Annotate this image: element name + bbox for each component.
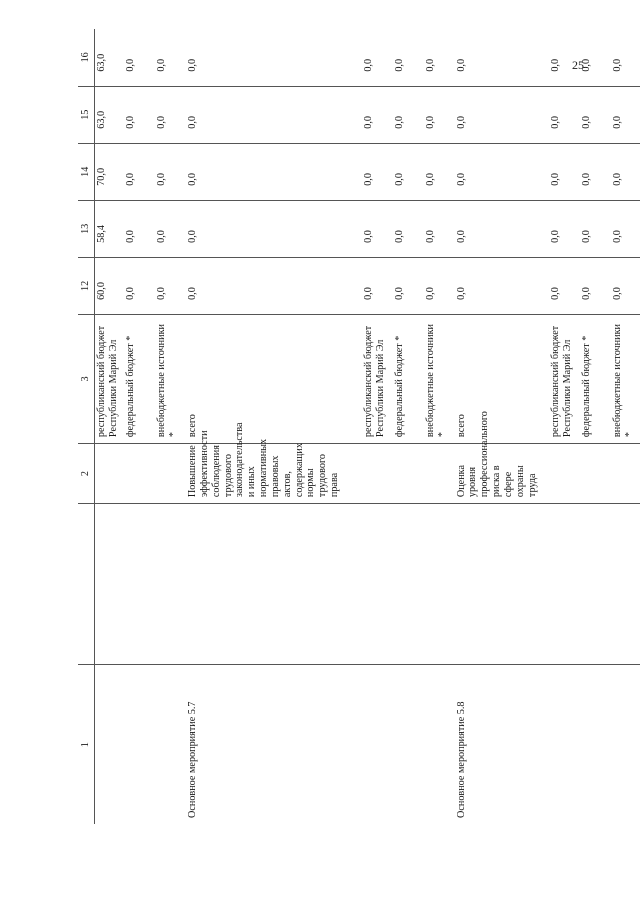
measure-cell xyxy=(156,665,187,824)
value-cell: 0,0 xyxy=(125,257,156,314)
description-cell xyxy=(425,444,456,504)
measure-cell xyxy=(125,665,156,824)
value-cell: 0,0 xyxy=(581,86,612,143)
value-cell: 0,0 xyxy=(125,143,156,200)
value-cell: 0,0 xyxy=(456,143,551,200)
header-cell: 3 xyxy=(78,314,95,443)
measure-cell: Основное мероприятие 5.7 xyxy=(187,701,199,818)
value-cell: 0,0 xyxy=(363,257,394,314)
value-cell: 0,0 xyxy=(156,200,187,257)
table-row xyxy=(394,29,425,824)
code-cell xyxy=(363,504,394,665)
value-cell: 0,0 xyxy=(550,200,581,257)
value-cell: 63,0 xyxy=(95,86,126,143)
table-row xyxy=(550,29,581,824)
value-cell: 0,0 xyxy=(550,29,581,86)
source-cell: внебюджетные источники * xyxy=(425,314,456,443)
description-cell: Оценка уровня профессионального риска в сфере охраны труда xyxy=(456,444,551,504)
value-cell: 0,0 xyxy=(612,200,640,257)
measure-cell xyxy=(394,665,425,824)
value-cell: 0,0 xyxy=(550,86,581,143)
source-cell: всего xyxy=(456,314,551,443)
value-cell: 0,0 xyxy=(425,86,456,143)
value-cell: 0,0 xyxy=(550,143,581,200)
value-cell: 0,0 xyxy=(156,143,187,200)
table-row xyxy=(95,29,126,824)
value-cell: 0,0 xyxy=(156,86,187,143)
value-cell: 0,0 xyxy=(187,257,363,314)
code-cell xyxy=(125,504,156,665)
value-cell: 0,0 xyxy=(156,257,187,314)
source-cell: республиканский бюджет Республики Марий Эл xyxy=(550,314,581,443)
header-cell: 14 xyxy=(78,143,95,200)
description-cell xyxy=(581,444,612,504)
value-cell: 0,0 xyxy=(125,200,156,257)
code-cell xyxy=(95,504,126,665)
description-cell xyxy=(95,444,126,504)
value-cell: 0,0 xyxy=(612,29,640,86)
table-row xyxy=(456,29,551,824)
code-cell xyxy=(425,504,456,665)
measure-cell xyxy=(550,665,581,824)
value-cell: 0,0 xyxy=(394,86,425,143)
value-cell: 0,0 xyxy=(612,143,640,200)
value-cell: 0,0 xyxy=(425,143,456,200)
value-cell: 60,0 xyxy=(95,257,126,314)
value-cell: 0,0 xyxy=(456,86,551,143)
value-cell: 0,0 xyxy=(125,86,156,143)
measure-cell: Основное мероприятие 5.8 xyxy=(455,701,467,818)
value-cell: 0,0 xyxy=(581,257,612,314)
value-cell: 0,0 xyxy=(456,257,551,314)
code-cell xyxy=(612,504,640,665)
value-cell: 0,0 xyxy=(187,143,363,200)
value-cell: 0,0 xyxy=(425,257,456,314)
value-cell: 58,4 xyxy=(95,200,126,257)
value-cell: 0,0 xyxy=(363,86,394,143)
code-cell xyxy=(394,504,425,665)
source-cell: республиканский бюджет Республики Марий Эл xyxy=(95,314,126,443)
header-cell: 15 xyxy=(78,86,95,143)
value-cell: 0,0 xyxy=(125,29,156,86)
table-header-row xyxy=(78,29,95,824)
rotated-table-container xyxy=(78,29,640,824)
value-cell: 0,0 xyxy=(156,29,187,86)
value-cell: 0,0 xyxy=(581,29,612,86)
source-cell: внебюджетные источники * xyxy=(612,314,640,443)
value-cell: 0,0 xyxy=(581,200,612,257)
code-cell xyxy=(187,504,363,665)
value-cell: 0,0 xyxy=(581,143,612,200)
value-cell: 0,0 xyxy=(425,200,456,257)
value-cell: 0,0 xyxy=(425,29,456,86)
description-cell xyxy=(612,444,640,504)
source-cell: республиканский бюджет Республики Марий Эл xyxy=(363,314,394,443)
table-row xyxy=(125,29,156,824)
value-cell: 0,0 xyxy=(612,257,640,314)
value-cell: 0,0 xyxy=(187,86,363,143)
measure-cell xyxy=(363,665,394,824)
page-number: 25 xyxy=(572,58,584,72)
header-cell: 13 xyxy=(78,200,95,257)
code-cell xyxy=(581,504,612,665)
value-cell: 0,0 xyxy=(187,29,363,86)
description-cell xyxy=(156,444,187,504)
description-cell xyxy=(363,444,394,504)
table-row xyxy=(581,29,612,824)
header-cell xyxy=(78,504,95,665)
header-cell: 2 xyxy=(78,444,95,504)
value-cell: 0,0 xyxy=(612,86,640,143)
table-row xyxy=(187,29,363,824)
value-cell: 0,0 xyxy=(394,143,425,200)
value-cell: 0,0 xyxy=(550,257,581,314)
value-cell: 0,0 xyxy=(456,29,551,86)
measure-cell xyxy=(95,665,126,824)
value-cell: 0,0 xyxy=(363,200,394,257)
source-cell: федеральный бюджет * xyxy=(125,314,156,443)
value-cell: 0,0 xyxy=(394,29,425,86)
table-row xyxy=(156,29,187,824)
description-cell xyxy=(125,444,156,504)
source-cell: федеральный бюджет * xyxy=(581,314,612,443)
table-row xyxy=(363,29,394,824)
source-cell: внебюджетные источники * xyxy=(156,314,187,443)
header-cell: 1 xyxy=(78,665,95,824)
header-cell: 16 xyxy=(78,29,95,86)
value-cell: 0,0 xyxy=(394,200,425,257)
measure-cell xyxy=(612,665,640,824)
budget-table xyxy=(78,29,640,824)
source-cell: всего xyxy=(187,314,363,443)
value-cell: 70,0 xyxy=(95,143,126,200)
source-cell: федеральный бюджет * xyxy=(394,314,425,443)
description-cell xyxy=(550,444,581,504)
table-row xyxy=(425,29,456,824)
table-row xyxy=(612,29,640,824)
code-cell xyxy=(550,504,581,665)
code-cell xyxy=(456,504,551,665)
value-cell: 63,0 xyxy=(95,29,126,86)
value-cell: 0,0 xyxy=(187,200,363,257)
measure-cell xyxy=(581,665,612,824)
measure-cell xyxy=(425,665,456,824)
header-cell: 12 xyxy=(78,257,95,314)
value-cell: 0,0 xyxy=(363,29,394,86)
description-cell xyxy=(394,444,425,504)
value-cell: 0,0 xyxy=(363,143,394,200)
value-cell: 0,0 xyxy=(456,200,551,257)
value-cell: 0,0 xyxy=(394,257,425,314)
description-cell: Повышение эффективности соблюдения трудового законодательства и иных нормативных правовых актов, содержащих нормы трудового права xyxy=(187,444,363,504)
code-cell xyxy=(156,504,187,665)
